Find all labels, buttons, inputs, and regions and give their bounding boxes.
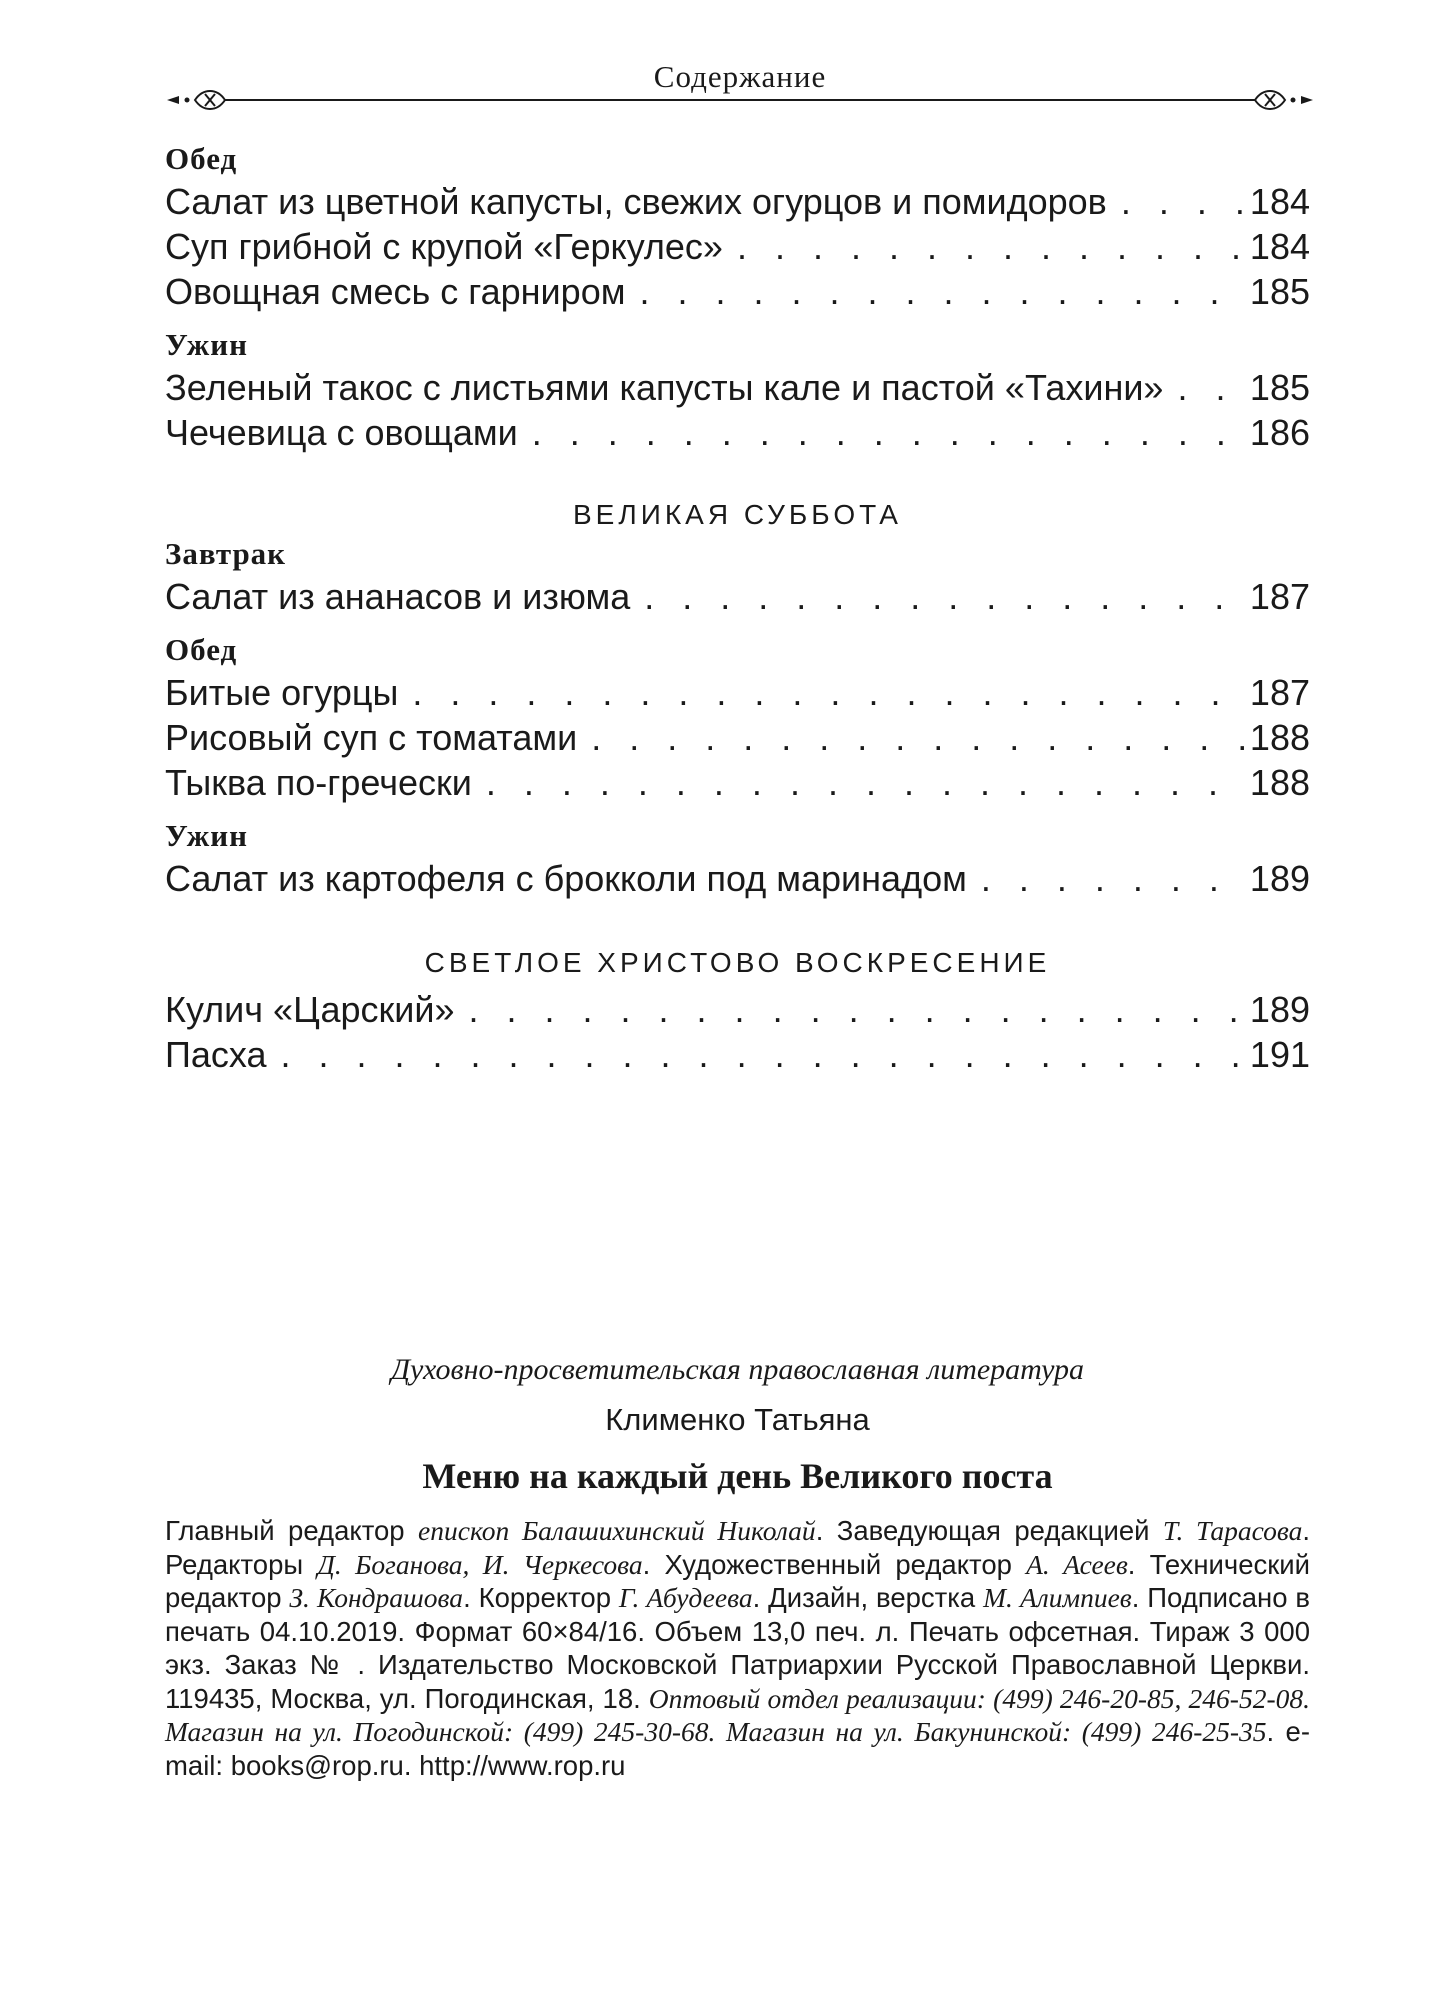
- meal-heading: Обед: [165, 632, 238, 667]
- meal-heading: Обед: [165, 141, 238, 176]
- toc-entry[interactable]: [165, 987, 1310, 1032]
- toc-entry[interactable]: [165, 179, 1310, 224]
- credits-name: Т. Тарасова: [1162, 1515, 1303, 1546]
- dot-leader: [486, 760, 1244, 805]
- toc-entry[interactable]: [165, 224, 1310, 269]
- section-title: ВЕЛИКАЯ СУББОТА: [573, 499, 902, 530]
- credits-name: М. Алимпиев: [983, 1582, 1132, 1613]
- genre-line: Духовно-просветительская православная литература: [390, 1353, 1085, 1386]
- toc-entry-page: 189: [1249, 858, 1310, 899]
- dot-leader: [469, 987, 1244, 1032]
- credits-text: . Подписано в печать 04.10.2019. Формат 60×84/16. Объем 13,0 печ. л. Печать офсетная. Тираж 3 000 экз. Заказ № . Издательство Московской Патриархии Русской Православной Церкви. 119435, Москва, ул. Погодинская, 18.: [165, 1582, 1310, 1714]
- credits-text: . Заведующая редакцией: [815, 1515, 1163, 1546]
- toc-entry-title: Рисовый суп с томатами: [165, 717, 578, 758]
- toc-entry[interactable]: [165, 715, 1310, 760]
- credits-text: . Редакторы: [165, 1515, 1310, 1580]
- dot-leader: [737, 224, 1244, 269]
- dot-leader: [1121, 179, 1244, 224]
- toc-entry-page: 184: [1249, 181, 1310, 222]
- toc-entry-page: 184: [1249, 226, 1310, 267]
- toc-entry-page: 187: [1249, 576, 1310, 617]
- toc-entry[interactable]: [165, 760, 1310, 805]
- meal-heading: Ужин: [165, 327, 248, 362]
- credits-name: Г. Абудеева: [618, 1582, 753, 1613]
- toc-entry-page: 185: [1249, 271, 1310, 312]
- credits-text: . Технический редактор: [165, 1548, 1310, 1613]
- toc-entry-title: Суп грибной с крупой «Геркулес»: [165, 226, 723, 267]
- toc-entry-title: Кулич «Царский»: [165, 989, 455, 1030]
- dot-leader: [591, 715, 1244, 760]
- credits-text: . Дизайн, верстка: [752, 1582, 984, 1613]
- credits-text: . Корректор: [463, 1582, 619, 1613]
- toc-entry-title: Зеленый такос с листьями капусты кале и пастой «Тахини»: [165, 367, 1164, 408]
- dot-leader: [1177, 365, 1243, 410]
- imprint-block: [165, 1346, 1310, 1782]
- toc-entry-title: Салат из картофеля с брокколи под маринадом: [165, 858, 967, 899]
- section-title: СВЕТЛОЕ ХРИСТОВО ВОСКРЕСЕНИЕ: [424, 947, 1051, 978]
- dot-leader: [281, 1032, 1244, 1077]
- toc-entry-title: Пасха: [165, 1034, 267, 1075]
- credits-text: . Художественный редактор: [642, 1548, 1027, 1580]
- toc-entry[interactable]: [165, 1032, 1310, 1077]
- toc-entry-title: Салат из цветной капусты, свежих огурцов и помидоров: [165, 181, 1107, 222]
- toc-entry-page: 186: [1249, 412, 1310, 453]
- meal-heading: Ужин: [165, 818, 248, 853]
- credits-name: З. Кондрашова: [289, 1582, 464, 1613]
- book-title: Меню на каждый день Великого поста: [422, 1456, 1053, 1496]
- toc-entry[interactable]: [165, 269, 1310, 314]
- table-of-contents: [165, 138, 1310, 1077]
- toc-entry-title: Тыква по-гречески: [165, 762, 472, 803]
- toc-entry[interactable]: [165, 670, 1310, 715]
- header-rule: [225, 99, 1255, 101]
- ornament-right-icon: [1225, 85, 1315, 115]
- toc-entry[interactable]: [165, 365, 1310, 410]
- page-header-title: Содержание: [653, 59, 827, 94]
- dot-leader: [644, 574, 1244, 619]
- dot-leader: [412, 670, 1244, 715]
- credits-text: Главный редактор: [165, 1515, 419, 1546]
- toc-entry-page: 188: [1249, 717, 1310, 758]
- credits-name: А. Асеев: [1026, 1548, 1128, 1580]
- credits-name: епископ Балашихинский Николай: [418, 1515, 816, 1546]
- meal-heading: Завтрак: [165, 536, 287, 571]
- toc-entry-title: Овощная смесь с гарниром: [165, 271, 626, 312]
- author-name: Клименко Татьяна: [605, 1402, 870, 1437]
- running-header: [165, 55, 1315, 125]
- toc-entry-title: Битые огурцы: [165, 672, 399, 713]
- dot-leader: [532, 410, 1244, 455]
- credits-name: Д. Боганова, И. Черкесова: [317, 1548, 643, 1580]
- toc-entry-page: 185: [1249, 367, 1310, 408]
- toc-entry-page: 191: [1249, 1034, 1310, 1075]
- toc-entry[interactable]: [165, 856, 1310, 901]
- toc-entry-page: 187: [1249, 672, 1310, 713]
- toc-entry-page: 189: [1249, 989, 1310, 1030]
- toc-entry[interactable]: [165, 410, 1310, 455]
- dot-leader: [639, 269, 1243, 314]
- toc-entry-title: Чечевица с овощами: [165, 412, 518, 453]
- toc-entry-title: Салат из ананасов и изюма: [165, 576, 631, 617]
- toc-entry[interactable]: [165, 574, 1310, 619]
- dot-leader: [981, 856, 1244, 901]
- toc-entry-page: 188: [1249, 762, 1310, 803]
- sales-contacts: Оптовый отдел реализации: (499) 246-20-85, 246-52-08. Магазин на ул. Погодинской: (499) 245-30-68. Магазин на ул. Бакунинской: (499) 246-25-35: [165, 1682, 1310, 1747]
- credits-paragraph: [165, 1514, 1310, 1782]
- contact-links[interactable]: . e-mail: books@rop.ru. http://www.rop.ru: [165, 1716, 1311, 1781]
